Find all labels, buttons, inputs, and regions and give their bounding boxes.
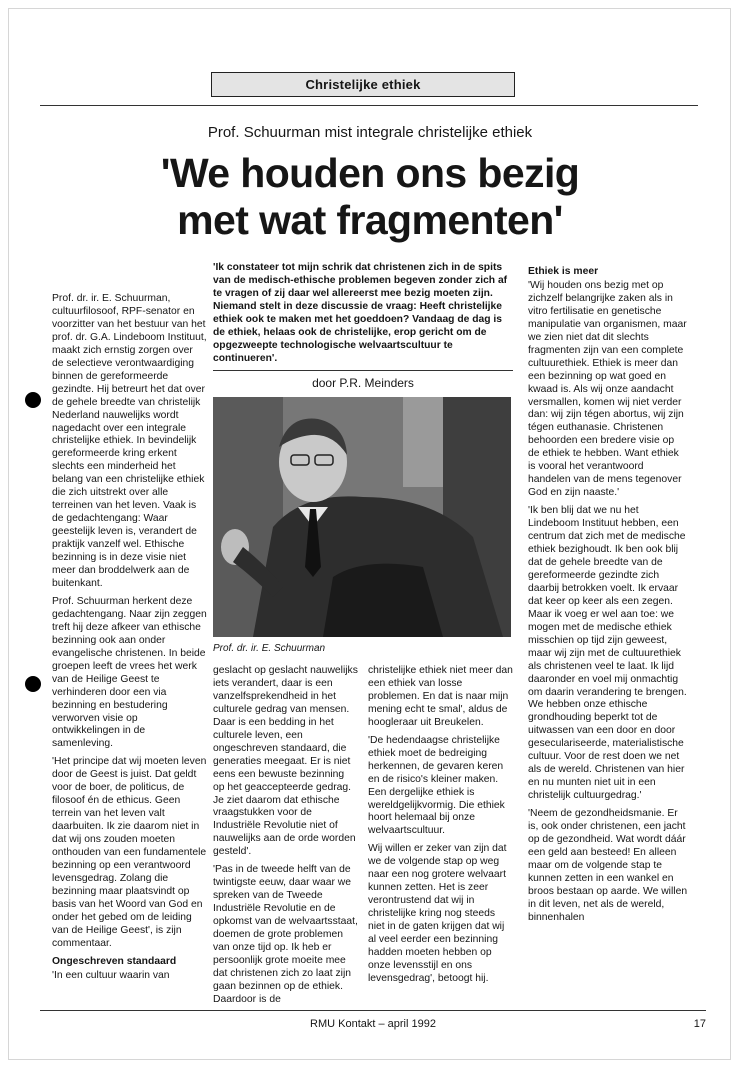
headline (40, 150, 700, 244)
binder-hole-top (25, 392, 41, 408)
section-label: Christelijke ethiek (211, 72, 515, 97)
byline: door P.R. Meinders (312, 376, 414, 390)
col4-paragraph-2: 'Ik ben blij dat we nu het Lindeboom Instituut hebben, een centrum dat zich met de medische ethiek bezighoudt. Ik ben ook blij dat de gehele breedte van de gereformeerde gezindte zich daarbij betrokken voelt. Ik ervaar dat keer op keer als een zegen. Maar ik voeg er wel aan toe: we mogen met de medische ethiek misschien op tijd zijn geweest, maar wij zijn met de cultuurethiek als christenen veel te laat. Ik lijd daaronder en voel mij onmachtig om daarin verandering te brengen. We hebben onze ethische grondhouding beperkt tot de uitwassen van een door en door geseculariseerde, materialistische cultuur. Voor de rest doen we net als de wereld. Christenen van hier en nu munten niet uit in een christelijk cultuurgedrag.' (528, 505, 687, 802)
col1-paragraph-2: Prof. Schuurman herkent deze gedachtengang. Naar zijn zeggen treft hij deze afkeer van ethische bezinning ook aan onder evangelische christenen. In beide groepen leeft de vrees het werk van de Heilige Geest te verhinderen door een via bezinning en bestudering verworven visie op ontwikkelingen in de samenleving. (52, 595, 207, 750)
portrait-photo (213, 397, 511, 637)
kicker: Prof. Schuurman mist integrale christelijke ethiek (207, 124, 533, 141)
footer-publication: RMU Kontakt – april 1992 (310, 1018, 436, 1030)
column-1 (52, 293, 207, 988)
headline-line-1: 'We houden ons bezig (160, 150, 580, 196)
photo-caption: Prof. dr. ir. E. Schuurman (213, 643, 326, 654)
col1-paragraph-3: 'Het principe dat wij moeten leven door de Geest is juist. Dat geldt voor de boer, de politicus, de filosoof én de ethicus. Geen terrein van het leven valt daarbuiten. Ik zie daarom niet in dat wij ons zouden moeten onthouden van een fundamentele bezinning op een verantwoord levensgedrag. Zolang die bezinning maar plaatsvindt op basis van het Woord van God en onder het gebed om de leiding van de Heilige Geest', is zijn commentaar. (52, 756, 207, 949)
col2-paragraph-2: 'Pas in de tweede helft van de twintigste eeuw, daar waar we spreken van de Tweede Industriële Revolutie en de opkomst van de welvaartsstaat, doemen de grote problemen van onze tijd op. Ik heb er persoonlijk grote moeite mee dat christenen zich zo laat zijn gaan bezinnen op de ethiek. Daardoor is de (213, 864, 358, 1005)
col4-paragraph-3: 'Neem de gezondheidsmanie. Er is, ook onder christenen, een jacht op de gezondheid. Wat wordt dáár een geld aan besteed! En alleen maar om de volgende stap te kunnen zetten in een wankel en broos bestaan op aarde. We willen in dit leven, net als de wereld, binnenhalen (528, 808, 688, 923)
column-4 (528, 266, 688, 930)
col1-subhead: Ongeschreven standaard (52, 955, 177, 967)
byline-rule (213, 370, 513, 371)
binder-hole-bottom (25, 676, 41, 692)
col4-subhead: Ethiek is meer (528, 266, 599, 277)
col1-paragraph-4: 'In een cultuur waarin van (52, 969, 170, 981)
col4-paragraph-1: 'Wij houden ons bezig met op zichzelf belangrijke zaken als in vitro fertilisatie en genetische manipulatie van organismen, maar we zien niet dat dit slechts fragmenten zijn van een complete cultuurethiek. Ethiek is meer dan een bezinning op wat goed en kwaad is. Als wij onze aandacht versmallen, komen wij niet verder dan: wij zijn tégen abortus, wij zijn tégen euthanasie. Christenen behoorden een bredere visie op de ethiek te hebben. Want ethiek is vooral het verantwoord handelen van de mens tegenover God en zijn naaste.' (528, 279, 687, 499)
footer-rule (40, 1010, 706, 1011)
col3-paragraph-2: 'De hedendaagse christelijke ethiek moet de bedreiging herkennen, de gevaren keren en de risico's kleiner maken. Een dergelijke ethiek is wereldgelijkvormig. Die ethiek hoort helemaal bij onze welvaartscultuur. (368, 734, 505, 837)
headline-line-2: met wat fragmenten' (177, 197, 563, 243)
col3-paragraph-1: christelijke ethiek niet meer dan een ethiek van losse problemen. En dat is naar mijn mening echt te smal', aldus de hoogleraar uit Breukelen. (368, 665, 513, 728)
column-2 (213, 665, 358, 1012)
column-3 (368, 665, 513, 991)
header-rule (40, 105, 698, 106)
col2-paragraph-1: geslacht op geslacht nauwelijks iets verandert, daar is een vanzelfsprekendheid in het culturele gedrag van mensen. Daar is een bedding in het culturele leven, een ongeschreven standaard, die generaties meegaat. Er is niet eens een bewuste bezinning op het geaccepteerde gedrag. Je ziet daarom dat ethische vraagstukken voor de Industriële Revolutie niet of nauwelijks aan de orde worden gesteld'. (213, 665, 358, 858)
col1-paragraph-1: Prof. dr. ir. E. Schuurman, cultuurfilosoof, RPF-senator en voorzitter van het bestuur van het prof. dr. G.A. Lindeboom Instituut, maakt zich ernstig zorgen over de selectieve verontwaardiging binnen de gereformeerde gezindte. Hij betreurt het dat over de gehele breedte van christelijk Nederland nauwelijks wordt nagedacht over een integrale christelijke ethiek. In bevindelijk gereformeerde kring erkent slechts een minderheid het belang van een christelijke ethiek die zich uitstrekt over alle terreinen van het leven. Vaak is de gedachtengang: Waar geestelijk leven is, verandert de praktijk vanzelf wel. Ethische bezinning is in deze visie niet meer dan broddelwerk aan de buitenkant. (52, 293, 207, 589)
col3-paragraph-3: Wij willen er zeker van zijn dat we de volgende stap op weg naar een nog grotere welvaart kunnen zetten. Het is zeer verontrustend dat wij in christelijke kring nog steeds niet in de gaten krijgen dat wij al veel eerder een bezinning hadden moeten hebben op onze levensstijl en ons levensgedrag', betoogt hij. (368, 843, 507, 984)
portrait-illustration (213, 397, 511, 637)
page-number: 17 (693, 1018, 706, 1030)
lead-paragraph: 'Ik constateer tot mijn schrik dat christenen zich in de spits van de medisch-ethische problemen begeven zonder zich af te vragen of zij daar wel allereerst mee bezig moeten zijn. Niemand stelt in deze discussie de vraag: Heeft christelijke ethiek ook te maken met het goeddoen? Vandaag de dag is de ethiek, helaas ook de christelijke, erop gericht om de opgezweepte technologische welvaartscultuur te continueren'. (213, 262, 508, 364)
